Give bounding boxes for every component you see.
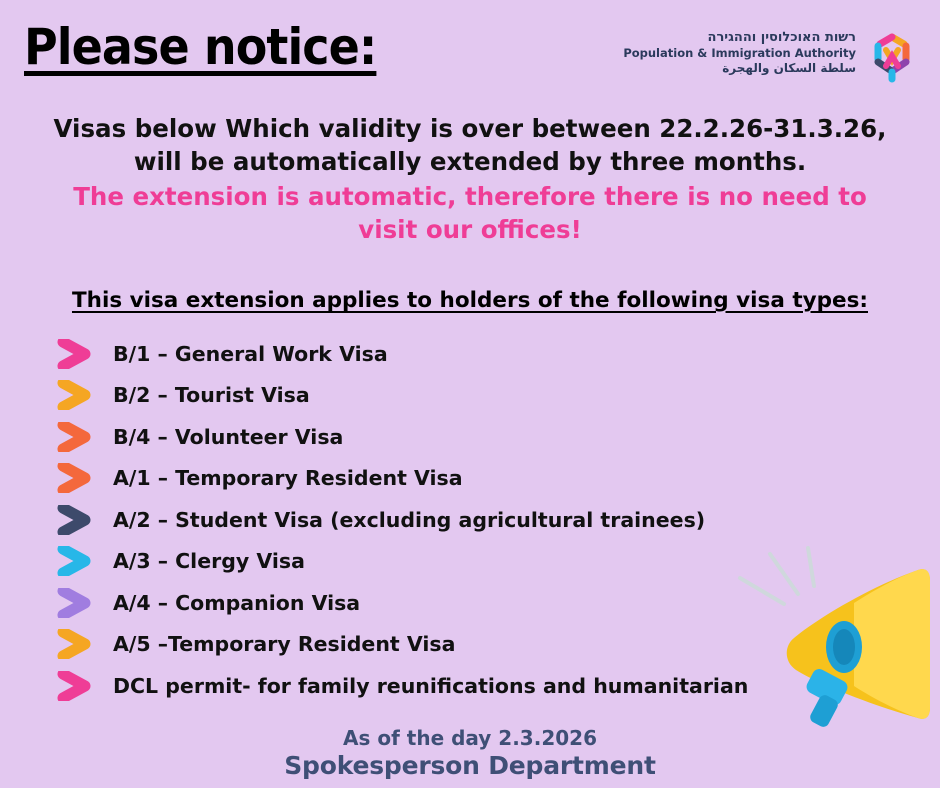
list-item [55, 333, 915, 375]
chevron-right-icon [55, 671, 99, 701]
chevron-right-icon [55, 546, 99, 576]
chevron-right-icon [55, 629, 99, 659]
page-title: Please notice: [24, 18, 377, 76]
list-item [55, 416, 915, 458]
chevron-right-icon [55, 422, 99, 452]
footer [0, 726, 940, 780]
visa-type-label: A/3 – Clergy Visa [113, 549, 305, 574]
footer-department: Spokesperson Department [284, 751, 656, 780]
footer-date: As of the day 2.3.2026 [343, 726, 597, 750]
visa-type-label: A/2 – Student Visa (excluding agricultural trainees) [113, 507, 706, 532]
chevron-right-icon [55, 463, 99, 493]
chevron-right-icon [55, 505, 99, 535]
logo-text [623, 30, 856, 76]
intro-paragraph [40, 112, 900, 246]
logo-hebrew-name: רשות האוכלוסין וההגירה [707, 30, 856, 45]
chevron-right-icon [55, 339, 99, 369]
chevron-right-icon [55, 380, 99, 410]
authority-emblem-icon [866, 32, 918, 84]
logo-english-name: Population & Immigration Authority [623, 46, 856, 61]
list-item [55, 375, 915, 417]
intro-main-text: Visas below Which validity is over between 22.2.26-31.3.26, will be automatically extended by three months. [53, 114, 887, 177]
visa-type-label: DCL permit- for family reunifications and humanitarian [113, 673, 749, 698]
list-item [55, 499, 915, 541]
list-item [55, 458, 915, 500]
visa-type-label: B/1 – General Work Visa [113, 341, 388, 366]
visa-type-label: B/4 – Volunteer Visa [113, 424, 344, 449]
chevron-right-icon [55, 588, 99, 618]
visa-type-label: A/1 – Temporary Resident Visa [113, 466, 463, 491]
megaphone-icon [722, 546, 932, 736]
logo-arabic-name: سلطة السكان والهجرة [722, 60, 856, 75]
intro-pink-text: The extension is automatic, therefore there is no need to visit our offices! [73, 182, 867, 245]
authority-logo-block [623, 30, 918, 84]
visa-type-label: B/2 – Tourist Visa [113, 383, 310, 408]
applies-to-heading: This visa extension applies to holders of the following visa types: [71, 288, 868, 313]
visa-type-label: A/4 – Companion Visa [113, 590, 361, 615]
visa-type-label: A/5 –Temporary Resident Visa [113, 632, 456, 657]
